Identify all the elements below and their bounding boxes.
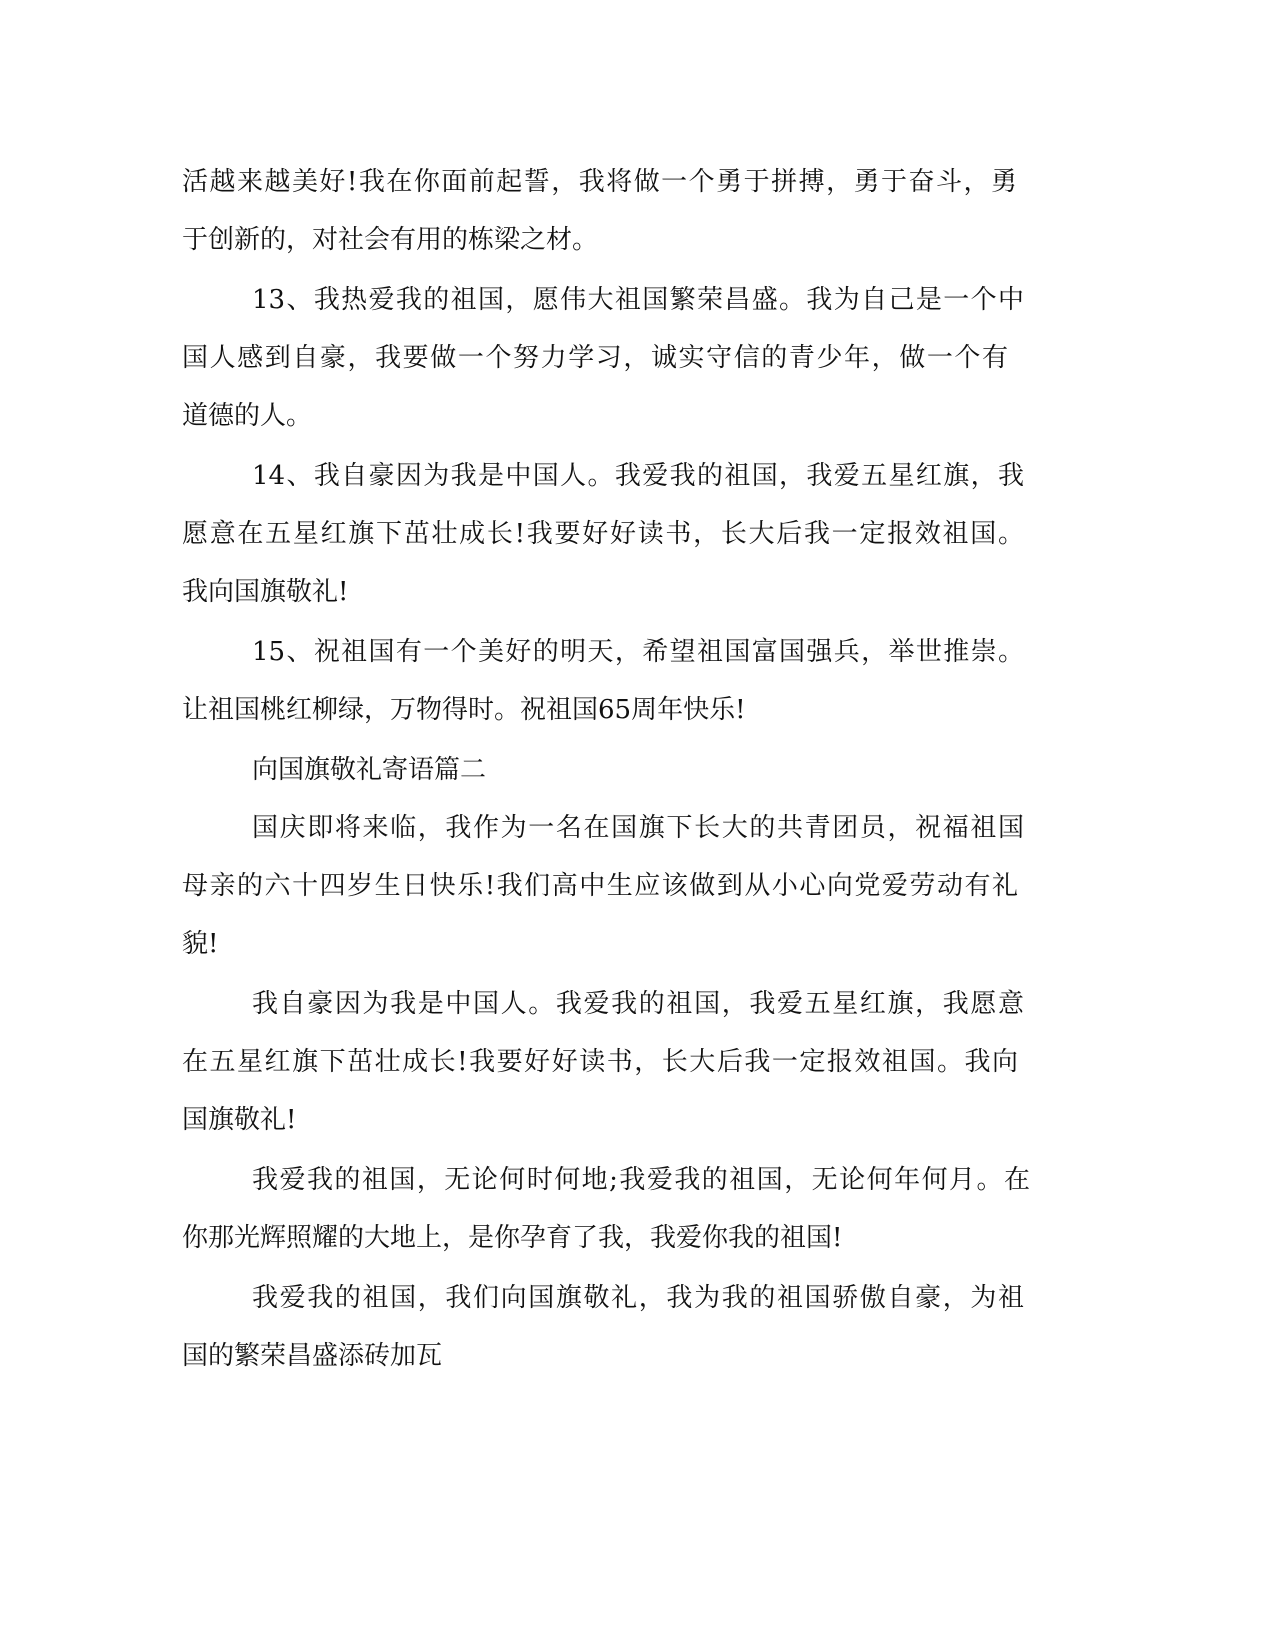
text-line: 国的繁荣昌盛添砖加瓦 xyxy=(182,1341,443,1371)
text-line: 活越来越美好!我在你面前起誓，我将做一个勇于拼搏，勇于奋斗，勇 xyxy=(182,167,1017,197)
text-line: 我自豪因为我是中国人。我爱我的祖国，我爱五星红旗，我愿意 xyxy=(252,989,1024,1019)
text-line: 国人感到自豪，我要做一个努力学习，诚实守信的青少年，做一个有 xyxy=(182,343,1008,373)
section-heading: 向国旗敬礼寄语篇二 xyxy=(252,755,487,785)
text-line: 我爱我的祖国，我们向国旗敬礼，我为我的祖国骄傲自豪，为祖 xyxy=(252,1283,1024,1313)
text-line: 母亲的六十四岁生日快乐!我们高中生应该做到从小心向党爱劳动有礼 xyxy=(182,871,1018,901)
text-line: 13、我热爱我的祖国，愿伟大祖国繁荣昌盛。我为自己是一个中 xyxy=(252,285,1024,315)
text-line: 国庆即将来临，我作为一名在国旗下长大的共青团员，祝福祖国 xyxy=(252,813,1024,843)
text-line: 让祖国桃红柳绿，万物得时。祝祖国65周年快乐! xyxy=(182,695,746,725)
text-line: 道德的人。 xyxy=(182,401,313,431)
text-line: 我向国旗敬礼! xyxy=(182,577,349,607)
text-line: 我爱我的祖国，无论何时何地;我爱我的祖国，无论何年何月。在 xyxy=(252,1165,1030,1195)
text-line: 你那光辉照耀的大地上，是你孕育了我，我爱你我的祖国! xyxy=(182,1223,843,1253)
text-line: 貌! xyxy=(182,929,219,959)
text-line: 在五星红旗下茁壮成长!我要好好读书，长大后我一定报效祖国。我向 xyxy=(182,1047,1018,1077)
text-line: 于创新的，对社会有用的栋梁之材。 xyxy=(182,225,599,255)
text-line: 愿意在五星红旗下茁壮成长!我要好好读书，长大后我一定报效祖国。 xyxy=(182,519,1024,549)
text-line: 国旗敬礼! xyxy=(182,1105,297,1135)
text-line: 14、我自豪因为我是中国人。我爱我的祖国，我爱五星红旗，我 xyxy=(252,461,1024,491)
text-line: 15、祝祖国有一个美好的明天，希望祖国富国强兵，举世推崇。 xyxy=(252,637,1024,667)
